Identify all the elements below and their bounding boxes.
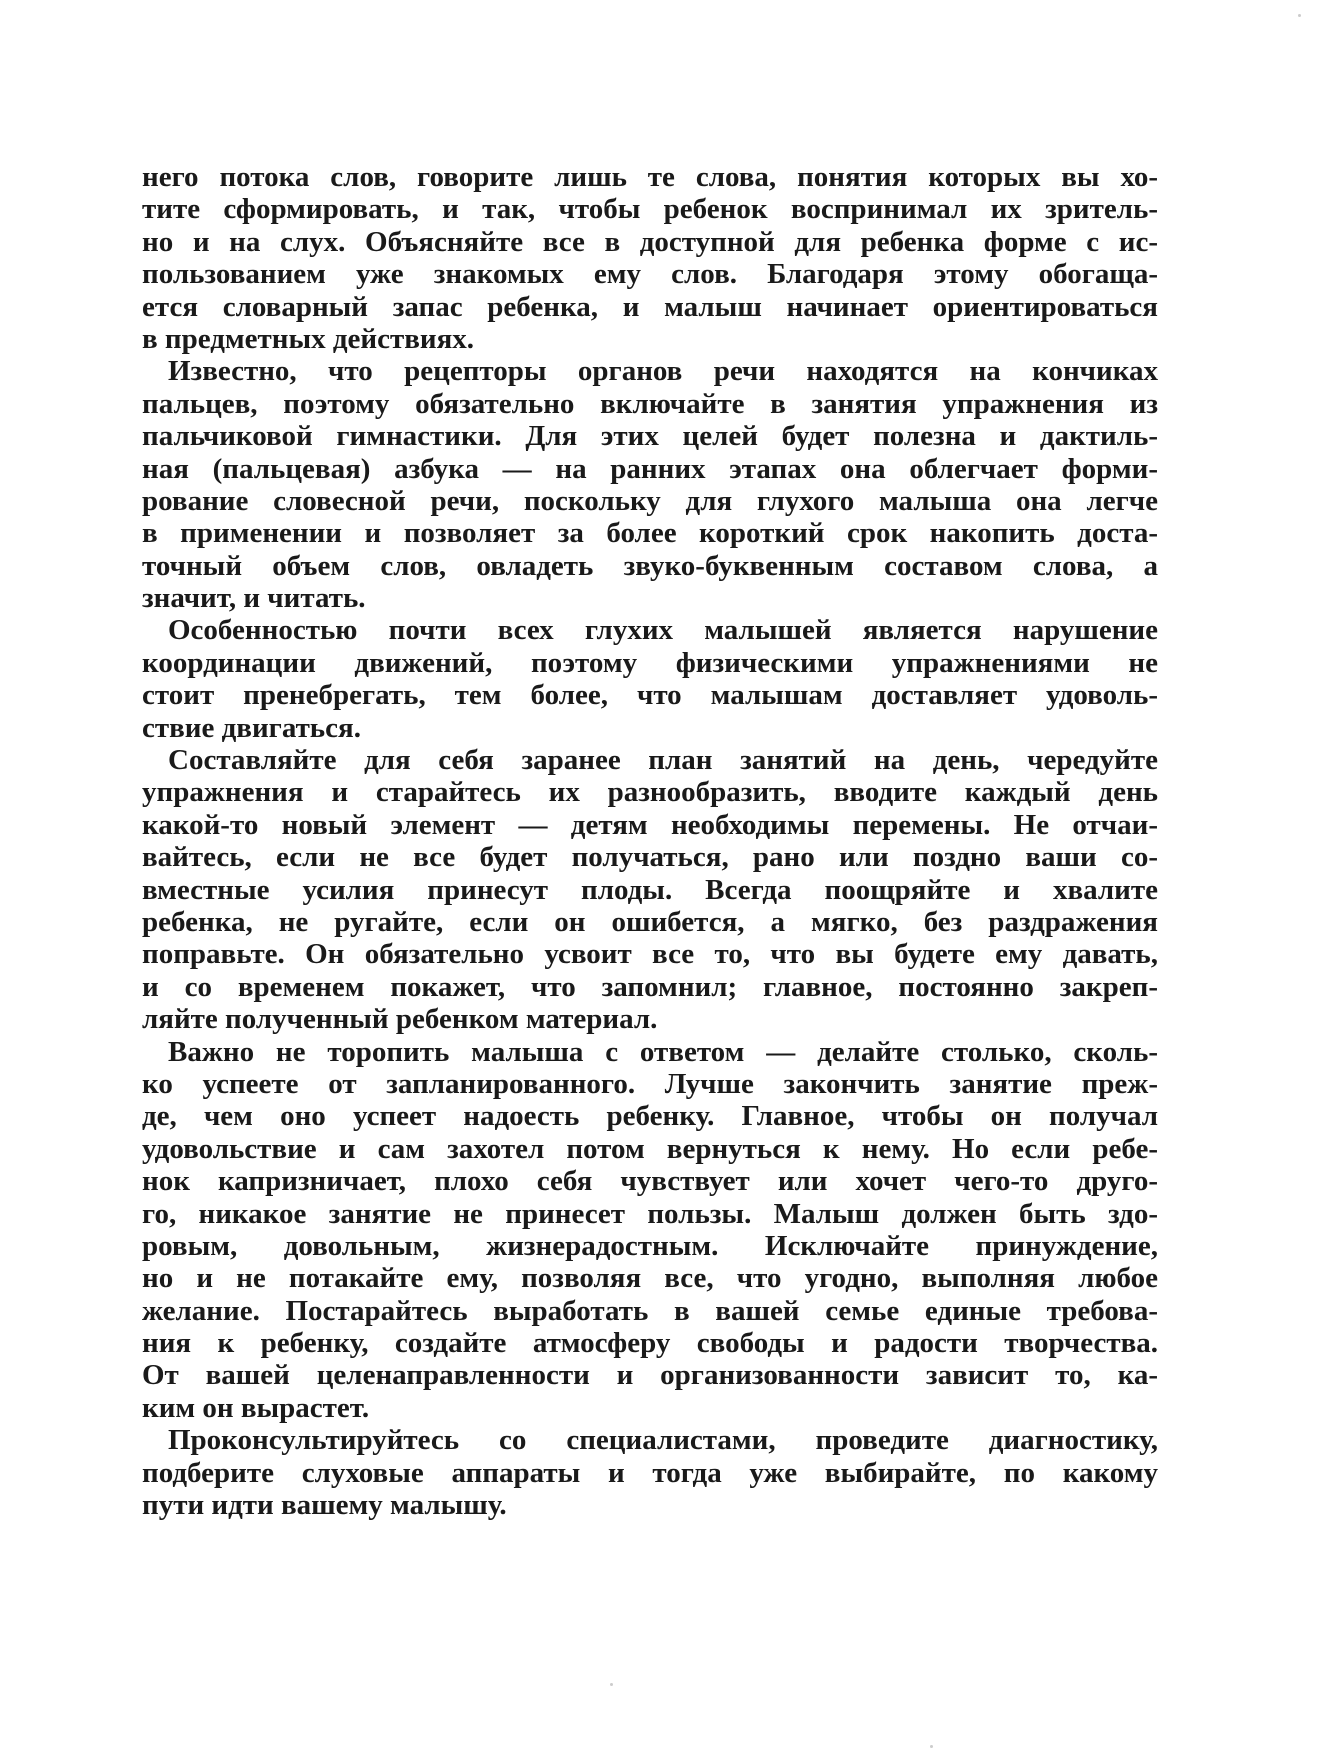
paragraph [142, 1424, 1158, 1521]
text-line: Составляйте для себя заранее план занятий на день, чередуйте [168, 744, 1158, 777]
text-line: вместные усилия принесут плоды. Всегда поощряйте и хвалите [142, 873, 1158, 906]
text-line: в применении и позволяет за более короткий срок накопить доста- [142, 517, 1158, 550]
paragraph [142, 614, 1158, 744]
text-line: пользованием уже знакомых ему слов. Благодаря этому обогаща- [142, 258, 1158, 291]
paragraph [142, 1036, 1158, 1425]
paragraph [142, 161, 1158, 355]
scan-speck [930, 1745, 933, 1748]
scan-speck [1298, 14, 1301, 17]
text-line: подберите слуховые аппараты и тогда уже выбирайте, по какому [142, 1456, 1158, 1489]
text-line: ко успеете от запланированного. Лучше закончить занятие преж- [142, 1067, 1158, 1100]
text-line: тите сформировать, и так, чтобы ребенок воспринимал их зритель- [142, 193, 1158, 226]
text-line: пальчиковой гимнастики. Для этих целей будет полезна и дактиль- [142, 420, 1158, 453]
text-line: вайтесь, если не все будет получаться, рано или поздно ваши со- [142, 841, 1158, 874]
document-page [142, 161, 1158, 1521]
text-line: От вашей целенаправленности и организованности зависит то, ка- [142, 1359, 1158, 1392]
text-line: координации движений, поэтому физическими упражнениями не [142, 646, 1158, 679]
text-line: в предметных действиях. [142, 322, 475, 355]
text-line: Важно не торопить малыша с ответом — делайте столько, сколь- [168, 1035, 1158, 1068]
text-line: рование словесной речи, поскольку для глухого малыша она легче [142, 484, 1158, 517]
paragraph [142, 744, 1158, 1036]
text-line: и со временем покажет, что запомнил; главное, постоянно закреп- [142, 970, 1158, 1003]
text-line: но и на слух. Объясняйте все в доступной для ребенка форме с ис- [142, 225, 1158, 258]
text-line: Особенностью почти всех глухих малышей является нарушение [168, 614, 1158, 647]
text-line: го, никакое занятие не принесет пользы. Малыш должен быть здо- [142, 1197, 1158, 1230]
text-line: пальцев, поэтому обязательно включайте в занятия упражнения из [142, 387, 1158, 420]
text-line: желание. Постарайтесь выработать в вашей семье единые требова- [142, 1294, 1158, 1327]
text-line: него потока слов, говорите лишь те слова, понятия которых вы хо- [142, 161, 1158, 193]
text-line: стоит пренебрегать, тем более, что малышам доставляет удоволь- [142, 679, 1158, 712]
text-line: де, чем оно успеет надоесть ребенку. Главное, чтобы он получал [142, 1100, 1158, 1133]
text-line: ляйте полученный ребенком материал. [142, 1003, 658, 1036]
paragraph [142, 355, 1158, 614]
text-line: поправьте. Он обязательно усвоит все то, что вы будете ему давать, [142, 938, 1158, 971]
text-line: нок капризничает, плохо себя чувствует или хочет чего-то друго- [142, 1165, 1158, 1198]
text-line: пути идти вашему малышу. [142, 1489, 507, 1522]
text-line: упражнения и старайтесь их разнообразить, вводите каждый день [142, 776, 1158, 809]
text-line: ния к ребенку, создайте атмосферу свободы и радости творчества. [142, 1327, 1158, 1360]
text-line: какой-то новый элемент — детям необходимы перемены. Не отчаи- [142, 808, 1158, 841]
scan-speck [610, 1683, 613, 1686]
text-line: Проконсультируйтесь со специалистами, проведите диагностику, [168, 1424, 1158, 1457]
text-line: ким он вырастет. [142, 1391, 370, 1424]
text-line: ровым, довольным, жизнерадостным. Исключайте принуждение, [142, 1229, 1158, 1262]
text-line: ная (пальцевая) азбука — на ранних этапах она облегчает форми- [142, 452, 1158, 485]
text-line: Известно, что рецепторы органов речи находятся на кончиках [168, 355, 1158, 388]
text-line: но и не потакайте ему, позволяя все, что угодно, выполняя любое [142, 1262, 1158, 1295]
text-line: удовольствие и сам захотел потом вернуться к нему. Но если ребе- [142, 1132, 1158, 1165]
text-line: ствие двигаться. [142, 711, 361, 744]
text-line: точный объем слов, овладеть звуко-буквенным составом слова, а [142, 549, 1158, 582]
text-line: значит, и читать. [142, 582, 366, 615]
text-line: ребенка, не ругайте, если он ошибется, а мягко, без раздражения [142, 905, 1158, 938]
text-line: ется словарный запас ребенка, и малыш начинает ориентироваться [142, 290, 1158, 323]
